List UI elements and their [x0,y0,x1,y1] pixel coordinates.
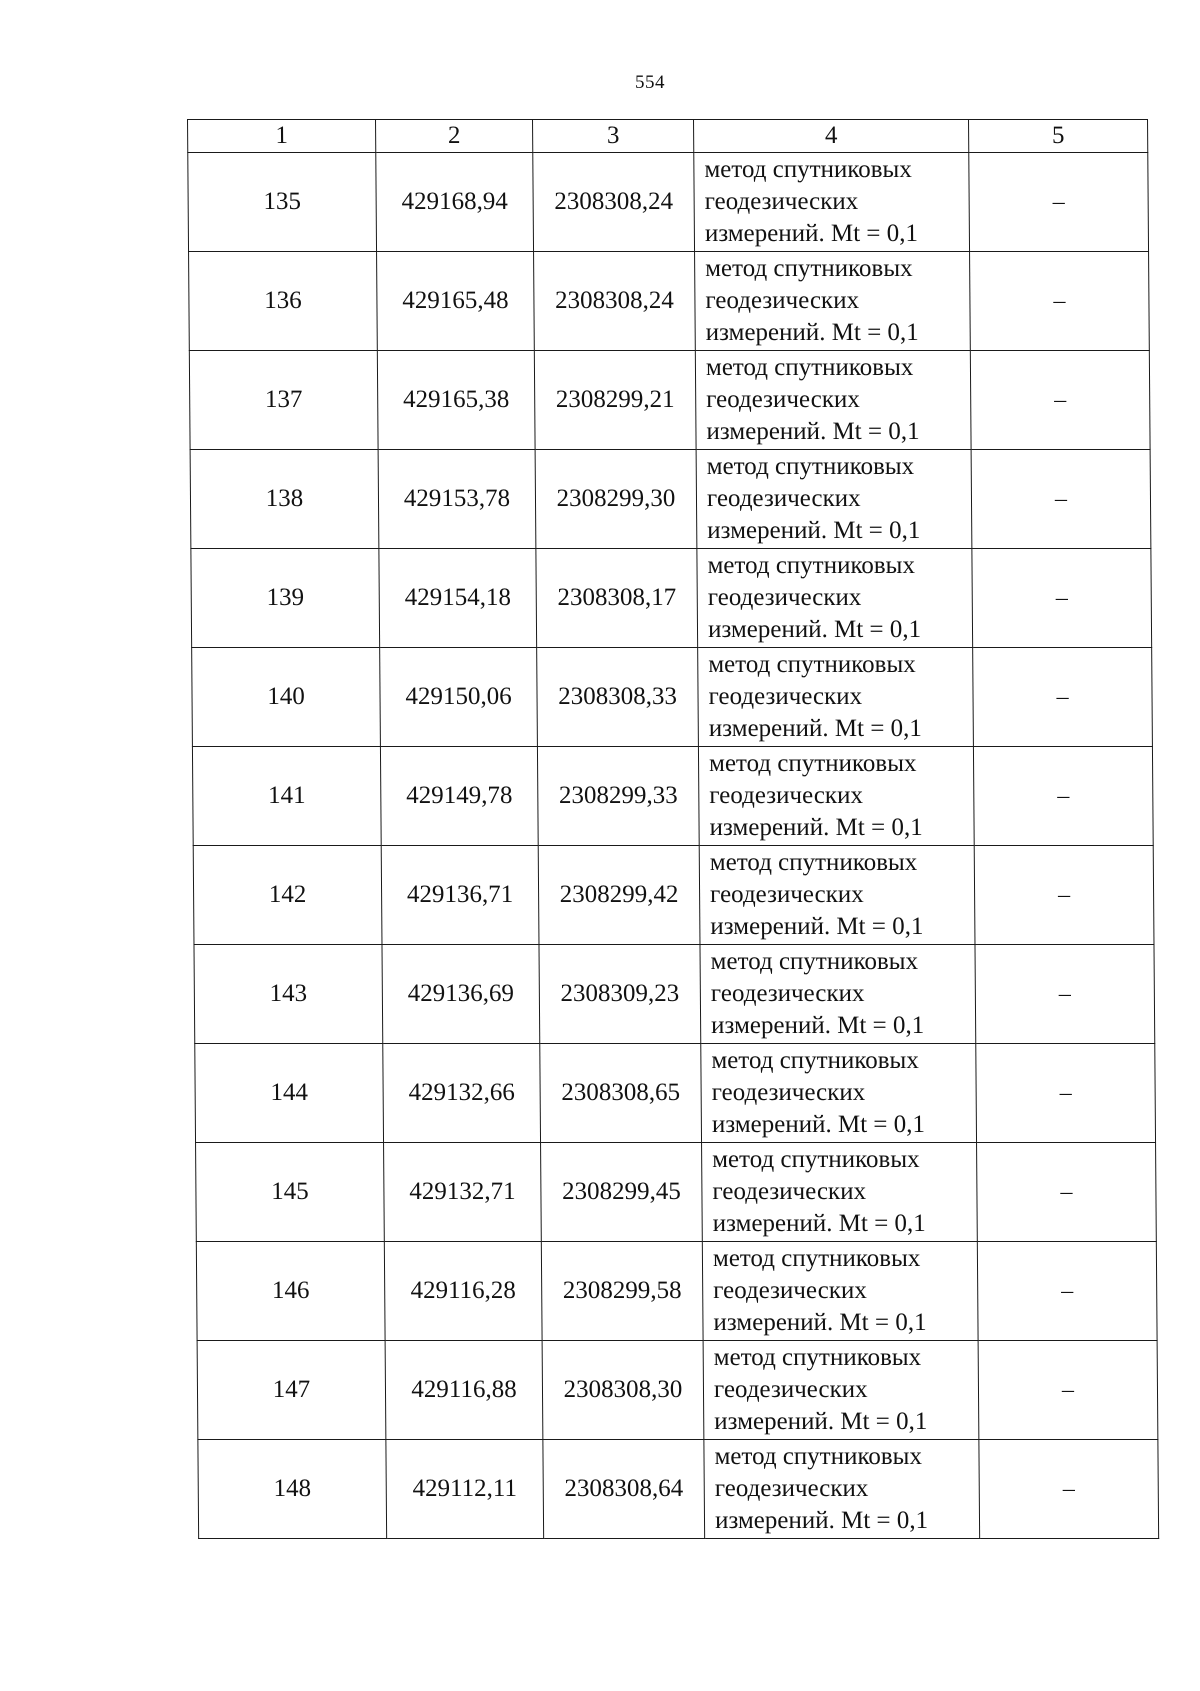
method-cell [695,351,971,450]
method-cell [700,945,976,1044]
point-number-cell: 141 [192,747,381,846]
method-line: измерений. Mt = 0,1 [705,319,919,346]
table-row [197,1341,1158,1440]
method-line: измерений. Mt = 0,1 [708,715,922,742]
point-number-cell: 147 [197,1341,386,1440]
method-line: геодезических [713,1376,868,1403]
method-cell [695,252,971,351]
method-line: метод спутниковых [706,453,915,480]
table-row [194,945,1155,1044]
x-coordinate-cell: 429153,78 [378,450,536,549]
y-coordinate-cell: 2308308,64 [543,1440,705,1539]
y-coordinate-cell: 2308308,17 [536,549,698,648]
x-coordinate-cell: 429116,28 [384,1242,542,1341]
table-row [192,648,1153,747]
y-coordinate-cell: 2308308,33 [537,648,699,747]
method-line: геодезических [713,1277,867,1304]
coordinates-table [187,119,1159,1539]
method-line: геодезических [706,485,861,512]
method-cell [702,1242,978,1341]
column-5-cell: – [977,1242,1157,1341]
method-line: метод спутниковых [705,354,914,381]
method-line: метод спутниковых [709,849,918,876]
method-line: геодезических [707,584,862,611]
method-cell [698,747,974,846]
method-cell [701,1044,977,1143]
column-5-cell: – [977,1143,1157,1242]
column-5-cell: – [970,252,1150,351]
column-header-2: 2 [376,120,533,153]
table-header-row [188,120,1148,153]
page-number: 554 [635,72,665,93]
point-number-cell: 146 [196,1242,385,1341]
method-line: измерений. Mt = 0,1 [711,1111,926,1138]
point-number-cell: 143 [194,945,383,1044]
method-line: геодезических [712,1178,867,1205]
method-line: метод спутниковых [708,651,916,678]
table-row [190,450,1151,549]
method-line: измерений. Mt = 0,1 [707,517,921,544]
method-line: метод спутниковых [704,156,912,183]
method-line: метод спутниковых [714,1443,923,1470]
column-5-cell: – [975,945,1155,1044]
point-number-cell: 148 [198,1440,387,1539]
table-row [191,549,1152,648]
method-line: измерений. Mt = 0,1 [713,1309,927,1336]
point-number-cell: 145 [196,1143,385,1242]
method-cell [702,1143,978,1242]
x-coordinate-cell: 429150,06 [380,648,538,747]
method-line: метод спутниковых [712,1245,921,1272]
y-coordinate-cell: 2308299,42 [538,846,700,945]
method-line: метод спутниковых [713,1344,922,1371]
method-line: геодезических [709,881,864,908]
x-coordinate-cell: 429136,69 [382,945,540,1044]
method-line: геодезических [714,1475,869,1502]
method-line: измерений. Mt = 0,1 [712,1210,926,1237]
method-line: геодезических [708,683,863,710]
table-row [195,1044,1156,1143]
column-5-cell: – [970,351,1150,450]
method-line: геодезических [706,386,860,413]
point-number-cell: 142 [193,846,382,945]
method-line: метод спутниковых [710,948,919,975]
y-coordinate-cell: 2308309,23 [539,945,701,1044]
table-row [198,1440,1159,1539]
x-coordinate-cell: 429165,38 [377,351,535,450]
column-5-cell: – [973,747,1153,846]
column-5-cell: – [969,153,1149,252]
y-coordinate-cell: 2308299,30 [535,450,697,549]
method-line: измерений. Mt = 0,1 [711,1012,925,1039]
method-cell [698,648,974,747]
point-number-cell: 135 [188,153,377,252]
method-line: измерений. Mt = 0,1 [714,1408,928,1435]
table-row [188,153,1149,252]
y-coordinate-cell: 2308299,58 [541,1242,703,1341]
column-header-4: 4 [694,120,969,153]
column-5-cell: – [979,1440,1159,1539]
x-coordinate-cell: 429116,88 [385,1341,543,1440]
method-line: измерений. Mt = 0,1 [710,913,924,940]
y-coordinate-cell: 2308308,24 [534,252,696,351]
method-line: измерений. Mt = 0,1 [707,616,922,643]
point-number-cell: 138 [190,450,379,549]
method-cell [697,549,973,648]
column-5-cell: – [972,549,1152,648]
method-line: метод спутниковых [705,255,913,282]
column-header-5: 5 [969,120,1148,153]
method-cell [703,1341,979,1440]
x-coordinate-cell: 429112,11 [386,1440,544,1539]
method-cell [694,153,970,252]
coordinates-table-wrapper [187,119,1158,1539]
method-line: измерений. Mt = 0,1 [714,1507,929,1534]
table-row [192,747,1153,846]
method-line: геодезических [710,980,865,1007]
column-5-cell: – [974,846,1154,945]
method-line: геодезических [704,188,859,215]
x-coordinate-cell: 429132,71 [384,1143,542,1242]
column-5-cell: – [976,1044,1156,1143]
table-row [196,1242,1157,1341]
method-line: метод спутниковых [712,1146,920,1173]
x-coordinate-cell: 429168,94 [376,153,534,252]
x-coordinate-cell: 429165,48 [377,252,535,351]
x-coordinate-cell: 429154,18 [379,549,537,648]
table-row [189,252,1150,351]
table-row [196,1143,1157,1242]
method-line: геодезических [705,287,860,314]
y-coordinate-cell: 2308308,30 [542,1341,704,1440]
y-coordinate-cell: 2308299,21 [534,351,696,450]
method-line: измерений. Mt = 0,1 [709,814,923,841]
column-header-1: 1 [188,120,376,153]
method-cell [696,450,972,549]
method-line: измерений. Mt = 0,1 [704,220,919,247]
table-row [189,351,1150,450]
method-line: метод спутниковых [711,1047,919,1074]
point-number-cell: 137 [189,351,378,450]
method-line: метод спутниковых [707,552,916,579]
point-number-cell: 136 [189,252,378,351]
column-5-cell: – [973,648,1153,747]
point-number-cell: 139 [191,549,380,648]
column-5-cell: – [971,450,1151,549]
method-line: геодезических [709,782,864,809]
table-row [193,846,1154,945]
x-coordinate-cell: 429132,66 [383,1044,541,1143]
y-coordinate-cell: 2308299,33 [537,747,699,846]
y-coordinate-cell: 2308308,24 [533,153,695,252]
method-cell [699,846,975,945]
method-cell [704,1440,980,1539]
x-coordinate-cell: 429136,71 [381,846,539,945]
method-line: измерений. Mt = 0,1 [706,418,920,445]
method-line: метод спутниковых [708,750,917,777]
table-body [188,153,1159,1539]
column-header-3: 3 [533,120,694,153]
y-coordinate-cell: 2308308,65 [540,1044,702,1143]
point-number-cell: 144 [195,1044,384,1143]
column-5-cell: – [978,1341,1158,1440]
point-number-cell: 140 [192,648,381,747]
method-line: геодезических [711,1079,866,1106]
y-coordinate-cell: 2308299,45 [541,1143,703,1242]
x-coordinate-cell: 429149,78 [380,747,538,846]
